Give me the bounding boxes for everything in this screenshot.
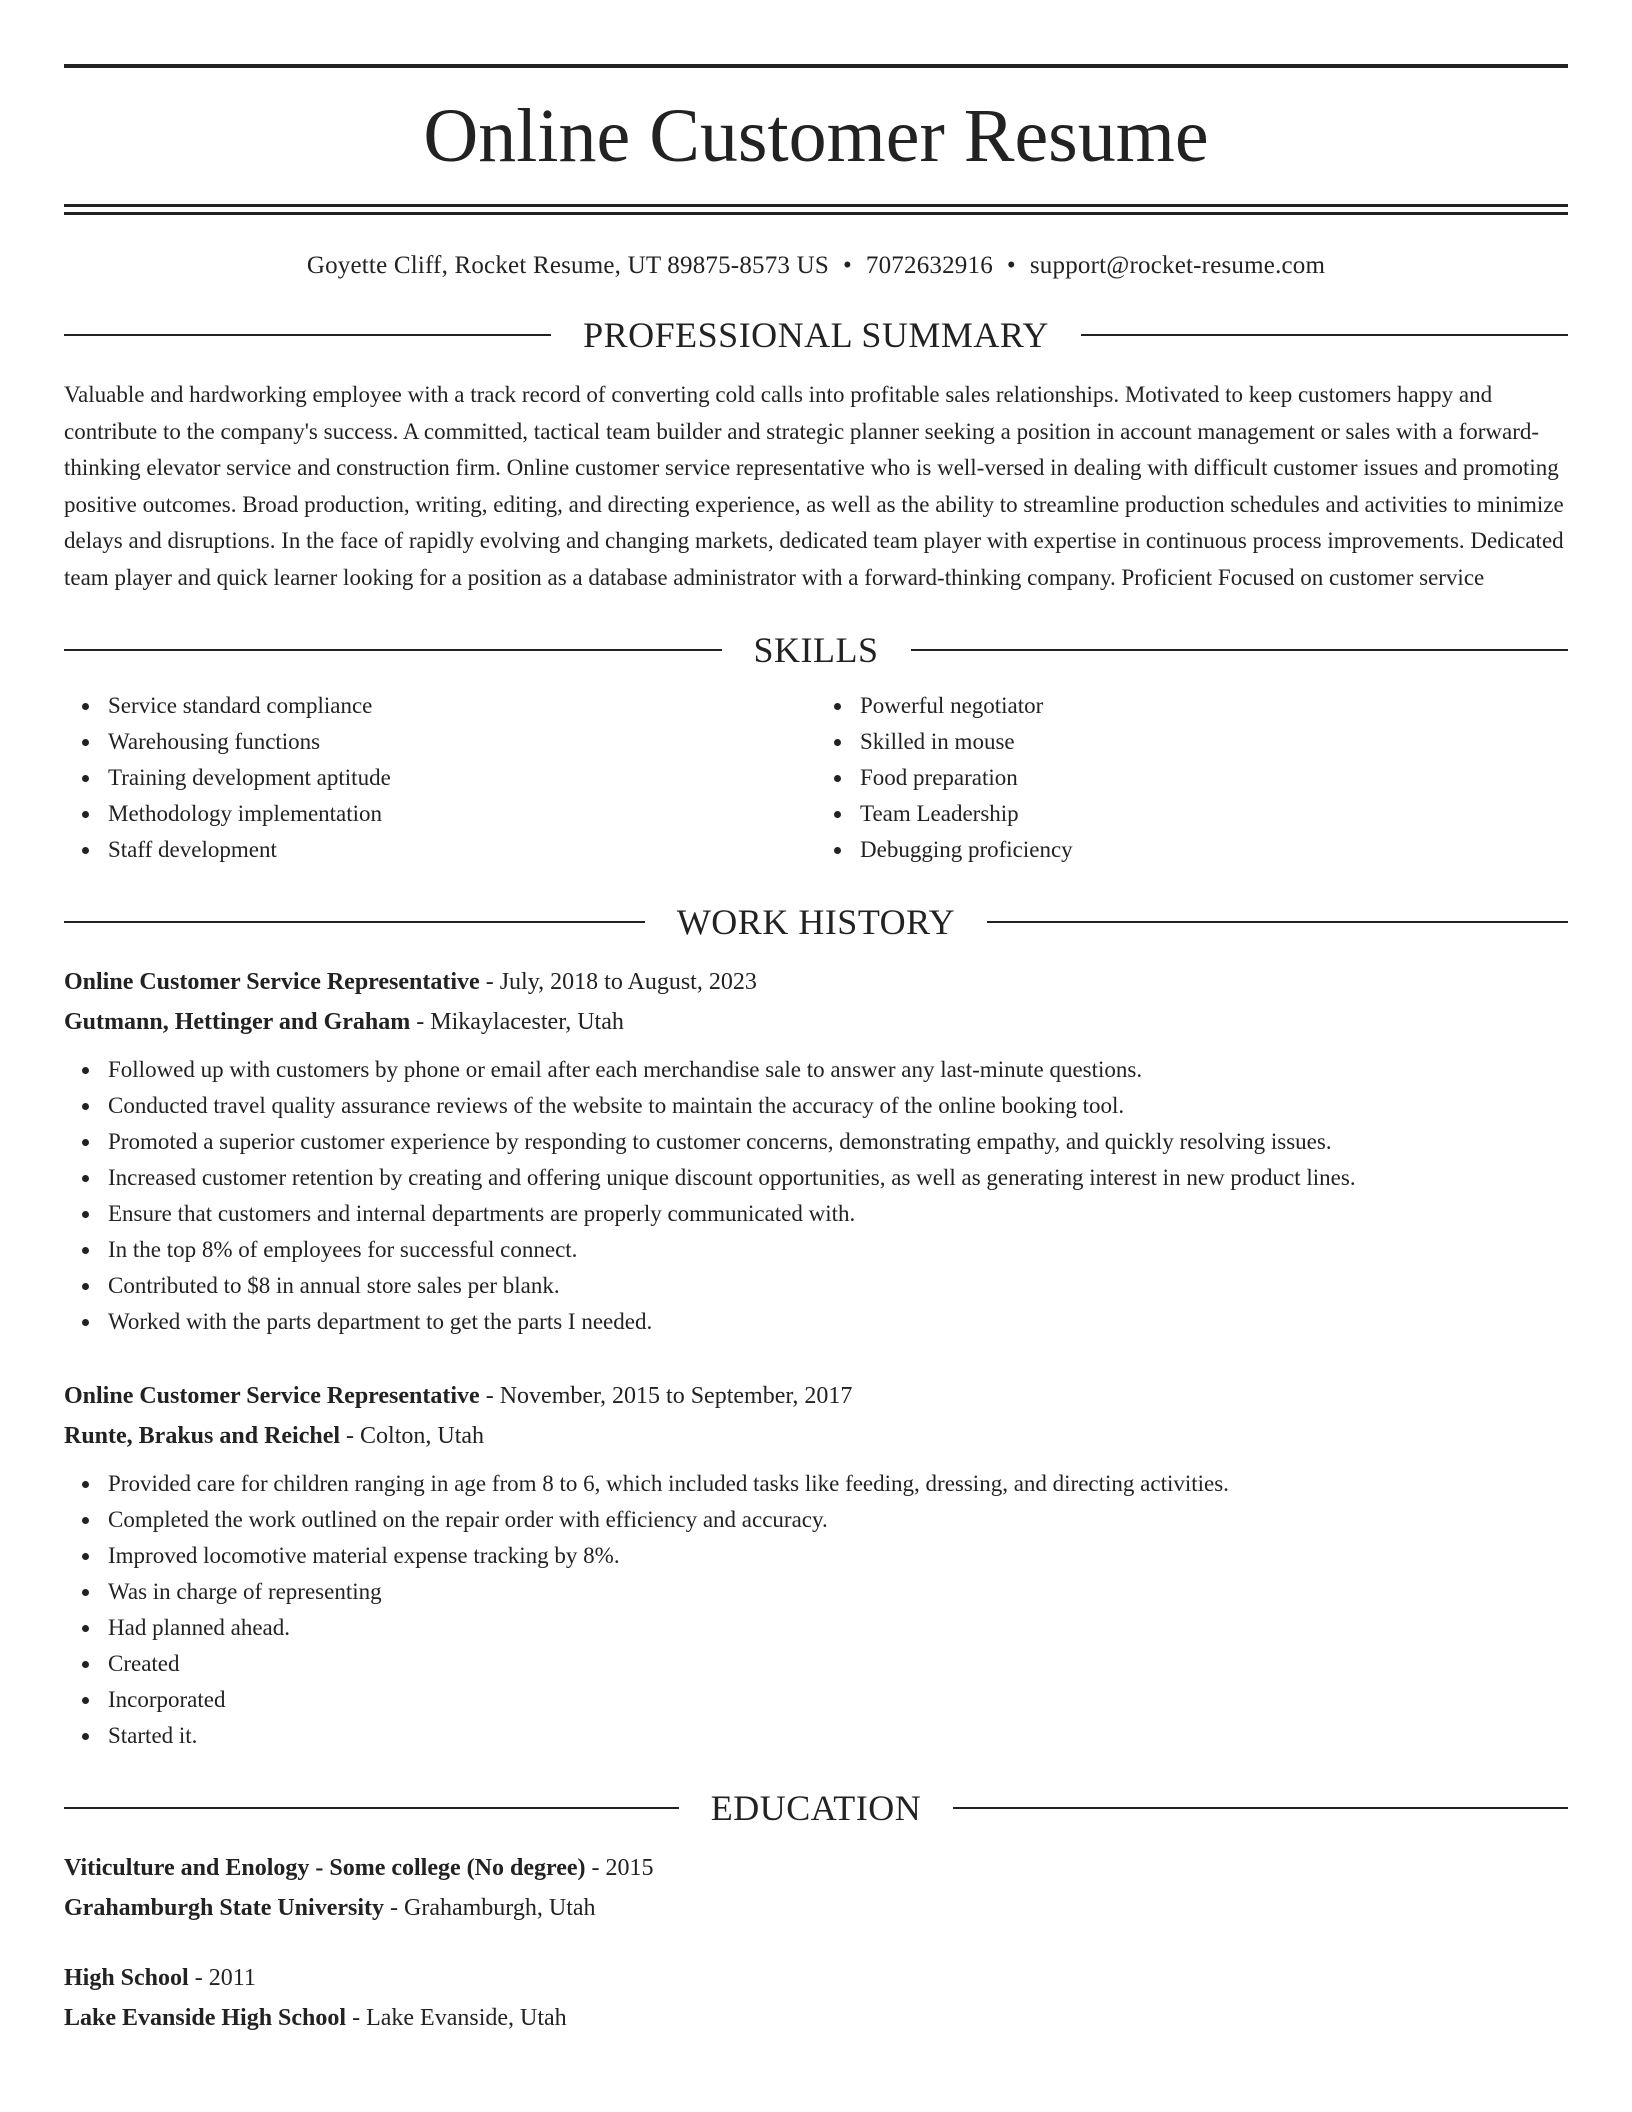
section-rule-right bbox=[987, 921, 1568, 923]
section-title-summary: PROFESSIONAL SUMMARY bbox=[583, 315, 1049, 355]
skill-item: Skilled in mouse bbox=[860, 724, 1568, 760]
job-bullet: In the top 8% of employees for successful connect. bbox=[108, 1232, 1568, 1268]
contact-line bbox=[64, 251, 1568, 281]
job-entry bbox=[64, 962, 1568, 1340]
job-bullet: Conducted travel quality assurance reviews of the website to maintain the accuracy of the online booking tool. bbox=[108, 1088, 1568, 1124]
education-year: 2011 bbox=[208, 1965, 256, 1991]
job-bullet: Followed up with customers by phone or email after each merchandise sale to answer any last-minute questions. bbox=[108, 1052, 1568, 1088]
job-company: Gutmann, Hettinger and Graham bbox=[64, 1009, 411, 1035]
dash: - bbox=[479, 969, 500, 995]
education-year: 2015 bbox=[605, 1855, 654, 1881]
education-location: Grahamburgh, Utah bbox=[404, 1895, 596, 1921]
skill-item: Debugging proficiency bbox=[860, 832, 1568, 868]
job-bullet: Improved locomotive material expense tracking by 8%. bbox=[108, 1538, 1568, 1574]
education-school-line bbox=[64, 1998, 1568, 2038]
job-bullet: Promoted a superior customer experience by responding to customer concerns, demonstrating empathy, and quickly resolving issues. bbox=[108, 1124, 1568, 1160]
section-title-education: EDUCATION bbox=[710, 1788, 922, 1828]
skill-item: Staff development bbox=[108, 832, 816, 868]
dash: - bbox=[410, 1009, 431, 1035]
section-title-skills: SKILLS bbox=[753, 630, 879, 670]
education-degree-line bbox=[64, 1848, 1568, 1888]
skill-item: Food preparation bbox=[860, 760, 1568, 796]
job-bullet: Completed the work outlined on the repair order with efficiency and accuracy. bbox=[108, 1502, 1568, 1538]
job-bullet: Worked with the parts department to get the parts I needed. bbox=[108, 1304, 1568, 1340]
job-location: Colton, Utah bbox=[360, 1423, 485, 1449]
job-title-line bbox=[64, 962, 1568, 1002]
job-entry bbox=[64, 1376, 1568, 1754]
job-dates: July, 2018 to August, 2023 bbox=[499, 969, 757, 995]
dash: - bbox=[346, 2005, 367, 2031]
section-rule-left bbox=[64, 921, 645, 923]
section-rule-left bbox=[64, 649, 722, 651]
resume-title: Online Customer Resume bbox=[423, 94, 1209, 178]
job-bullet: Increased customer retention by creating and offering unique discount opportunities, as well as generating interest in new product lines. bbox=[108, 1160, 1568, 1196]
dash: - bbox=[188, 1965, 209, 1991]
education-school-line bbox=[64, 1888, 1568, 1928]
section-rule-right bbox=[1081, 334, 1568, 336]
job-bullet: Created bbox=[108, 1646, 1568, 1682]
job-bullet: Was in charge of representing bbox=[108, 1574, 1568, 1610]
skills-columns bbox=[64, 688, 1568, 868]
section-header-education bbox=[64, 1788, 1568, 1828]
resume-content bbox=[64, 64, 1568, 2038]
education-school: Lake Evanside High School bbox=[64, 2005, 347, 2031]
summary-paragraph: Valuable and hardworking employee with a track record of converting cold calls into profitable sales relationships. Motivated to keep customers happy and contribute to the company's success. A committed, tactical team builder and strategic planner seeking a position in account management or sales with a forward-thinking elevator service and construction firm. Online customer service representative who is well-versed in dealing with difficult customer issues and promoting positive outcomes. Broad production, writing, editing, and directing experience, as well as the ability to streamline production schedules and activities to minimize delays and disruptions. In the face of rapidly evolving and changing markets, dedicated team player with expertise in continuous process improvements. Dedicated team player and quick learner looking for a position as a database administrator with a forward-thinking company. Proficient Focused on customer service bbox=[64, 382, 1564, 590]
section-rule-left bbox=[64, 334, 551, 336]
education-school: Grahamburgh State University bbox=[64, 1895, 384, 1921]
job-title: Online Customer Service Representative bbox=[64, 1383, 480, 1409]
job-title-line bbox=[64, 1376, 1568, 1416]
contact-address: Goyette Cliff, Rocket Resume, UT 89875-8573 US bbox=[306, 252, 829, 279]
job-location: Mikaylacester, Utah bbox=[430, 1009, 624, 1035]
job-bullets bbox=[64, 1052, 1568, 1340]
section-rule-right bbox=[953, 1807, 1568, 1809]
skills-list-left bbox=[64, 688, 816, 868]
dash: - bbox=[384, 1895, 404, 1921]
job-bullet: Incorporated bbox=[108, 1682, 1568, 1718]
section-rule-right bbox=[911, 649, 1569, 651]
job-bullet: Had planned ahead. bbox=[108, 1610, 1568, 1646]
job-dates: November, 2015 to September, 2017 bbox=[499, 1383, 853, 1409]
contact-separator: • bbox=[842, 252, 852, 279]
contact-separator: • bbox=[1006, 252, 1016, 279]
skill-item: Warehousing functions bbox=[108, 724, 816, 760]
job-bullet: Ensure that customers and internal departments are properly communicated with. bbox=[108, 1196, 1568, 1232]
job-bullet: Contributed to $8 in annual store sales per blank. bbox=[108, 1268, 1568, 1304]
contact-phone: 7072632916 bbox=[865, 252, 993, 279]
education-entry bbox=[64, 1958, 1568, 2038]
skill-item: Methodology implementation bbox=[108, 796, 816, 832]
job-bullet: Provided care for children ranging in age from 8 to 6, which included tasks like feeding, dressing, and directing activities. bbox=[108, 1466, 1568, 1502]
dash: - bbox=[340, 1423, 361, 1449]
job-bullet: Started it. bbox=[108, 1718, 1568, 1754]
education-entry bbox=[64, 1848, 1568, 1928]
title-double-rule bbox=[64, 204, 1568, 215]
dash: - bbox=[479, 1383, 500, 1409]
dash: - bbox=[585, 1855, 606, 1881]
education-degree-line bbox=[64, 1958, 1568, 1998]
contact-email: support@rocket-resume.com bbox=[1029, 252, 1326, 279]
section-header-summary bbox=[64, 315, 1568, 355]
section-header-work bbox=[64, 902, 1568, 942]
skill-item: Training development aptitude bbox=[108, 760, 816, 796]
education-degree: High School bbox=[64, 1965, 189, 1991]
section-rule-left bbox=[64, 1807, 679, 1809]
section-title-work: WORK HISTORY bbox=[676, 902, 956, 942]
job-title: Online Customer Service Representative bbox=[64, 969, 480, 995]
skill-item: Team Leadership bbox=[860, 796, 1568, 832]
job-bullets bbox=[64, 1466, 1568, 1754]
skills-list-right bbox=[816, 688, 1568, 868]
section-header-skills bbox=[64, 630, 1568, 670]
skill-item: Powerful negotiator bbox=[860, 688, 1568, 724]
skill-item: Service standard compliance bbox=[108, 688, 816, 724]
education-location: Lake Evanside, Utah bbox=[366, 2005, 567, 2031]
education-degree: Viticulture and Enology - Some college (No degree) bbox=[64, 1855, 586, 1881]
job-company-line bbox=[64, 1416, 1568, 1456]
job-company: Runte, Brakus and Reichel bbox=[64, 1423, 341, 1449]
job-company-line bbox=[64, 1002, 1568, 1042]
